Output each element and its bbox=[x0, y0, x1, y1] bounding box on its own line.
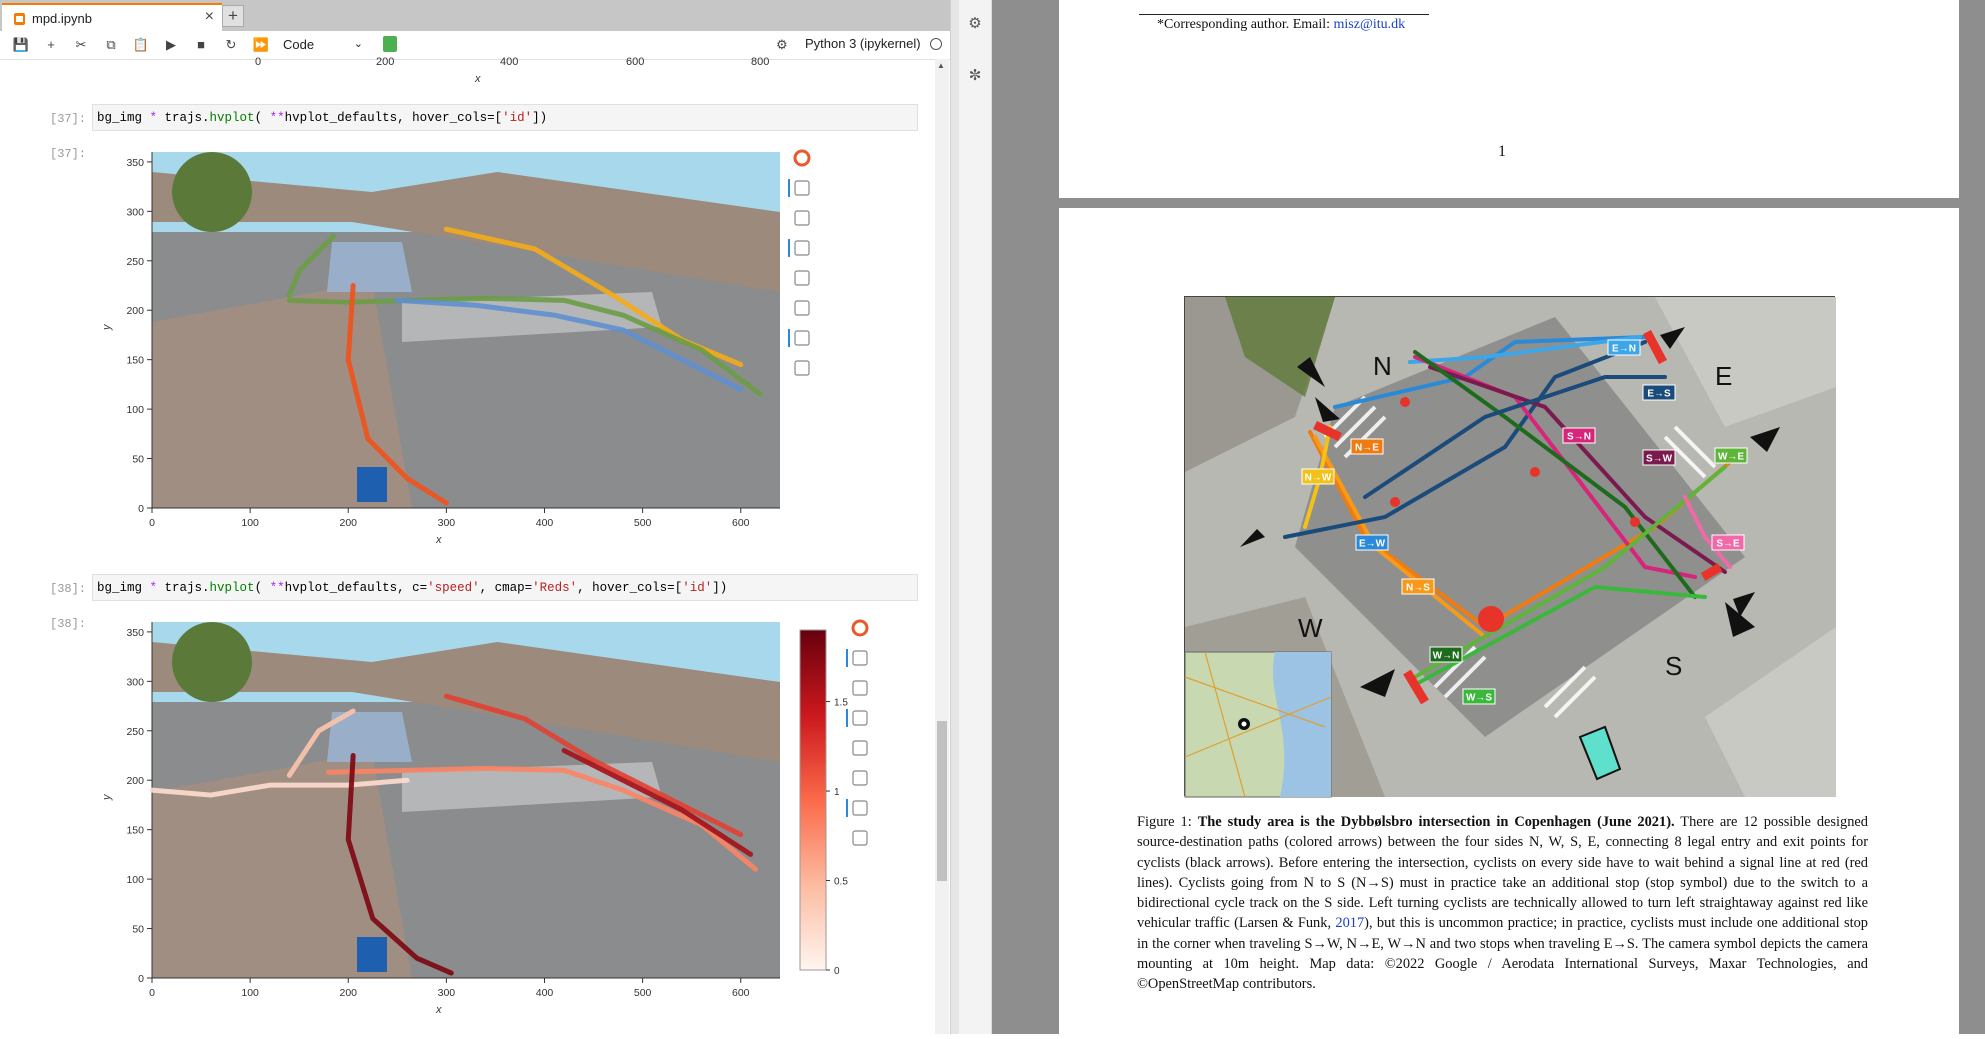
output-prompt: [38]: bbox=[50, 617, 87, 631]
box-zoom-icon bbox=[853, 681, 867, 695]
y-tick-label: 250 bbox=[126, 255, 144, 268]
photo-bike-lane bbox=[327, 242, 412, 292]
top-axis-xlabel: x bbox=[475, 73, 481, 85]
colorbar-tick-label: 0 bbox=[834, 966, 840, 977]
wheel-zoom-icon bbox=[795, 241, 809, 255]
x-tick-label: 400 bbox=[535, 987, 554, 999]
path-label: E→S bbox=[1647, 388, 1671, 400]
code-token: ** bbox=[269, 111, 285, 125]
y-tick-label: 0 bbox=[138, 503, 144, 515]
save-icon bbox=[795, 271, 809, 285]
code-token: 'id' bbox=[682, 581, 713, 595]
x-tick-label: 100 bbox=[241, 987, 259, 999]
x-tick-label: 600 bbox=[731, 517, 750, 529]
path-label: E→W bbox=[1358, 538, 1386, 550]
path-label: S→N bbox=[1567, 431, 1591, 443]
photo-parking-sign bbox=[357, 467, 387, 502]
north-label: N bbox=[1373, 351, 1392, 381]
pan-icon bbox=[795, 181, 809, 195]
top-axis-tick: 200 bbox=[376, 56, 395, 68]
kernel-status-icon bbox=[930, 38, 942, 50]
path-label: N→E bbox=[1355, 442, 1379, 454]
y-tick-label: 100 bbox=[126, 874, 144, 887]
background-photo bbox=[152, 622, 780, 978]
x-tick-label: 0 bbox=[149, 987, 155, 999]
save-icon bbox=[853, 741, 867, 755]
top-axis-tick: 800 bbox=[751, 56, 770, 68]
output-prompt: [37]: bbox=[50, 147, 87, 161]
tab-notebook[interactable] bbox=[2, 3, 222, 31]
y-tick-label: 250 bbox=[126, 725, 144, 738]
x-tick-label: 500 bbox=[633, 517, 652, 529]
y-tick-label: 150 bbox=[126, 824, 144, 837]
panel-splitter[interactable] bbox=[951, 0, 959, 1034]
code-token: ]) bbox=[712, 581, 728, 595]
y-tick-label: 0 bbox=[138, 973, 144, 985]
colorbar bbox=[800, 630, 826, 970]
code-token: hvplot bbox=[209, 581, 255, 595]
save-icon[interactable]: 💾 bbox=[12, 37, 30, 52]
reset-icon bbox=[795, 301, 809, 315]
citation-link[interactable]: 2017 bbox=[1335, 915, 1365, 932]
path-label: W→E bbox=[1717, 451, 1745, 463]
insert-cell-icon[interactable]: + bbox=[47, 37, 55, 52]
code-token: ( bbox=[254, 581, 270, 595]
intersection-figure bbox=[1184, 296, 1835, 796]
notebook-toolbar bbox=[0, 31, 950, 60]
caption-prefix: Figure 1: bbox=[1137, 814, 1198, 830]
settings-icon[interactable]: ⚙ bbox=[968, 15, 982, 32]
path-label: E→N bbox=[1612, 343, 1636, 355]
email-link[interactable]: misz@itu.dk bbox=[1333, 17, 1406, 32]
photo-tree bbox=[172, 152, 252, 232]
variable-inspector-icon[interactable] bbox=[383, 36, 397, 52]
x-tick-label: 400 bbox=[535, 517, 554, 529]
pan-icon bbox=[853, 651, 867, 665]
debugger-icon[interactable]: ✼ bbox=[968, 67, 982, 84]
cell-type-select[interactable] bbox=[283, 35, 363, 54]
footnote bbox=[1157, 17, 1405, 33]
footnote-text: *Corresponding author. Email: bbox=[1157, 17, 1334, 32]
code-token: trajs. bbox=[157, 111, 210, 125]
wheel-zoom-icon bbox=[853, 711, 867, 725]
notebook-icon bbox=[14, 13, 25, 25]
x-tick-label: 600 bbox=[731, 987, 750, 999]
copy-icon[interactable]: ⧉ bbox=[106, 37, 116, 52]
code-token: , cmap= bbox=[479, 581, 533, 595]
hover-icon bbox=[795, 361, 809, 375]
trajectory-plot[interactable] bbox=[90, 144, 810, 564]
hover-icon bbox=[795, 331, 809, 345]
scroll-thumb[interactable] bbox=[937, 721, 947, 881]
input-prompt: [37]: bbox=[50, 112, 87, 126]
code-token: * bbox=[149, 111, 158, 125]
new-tab-button[interactable]: + bbox=[222, 5, 244, 27]
speed-trajectory-chart[interactable] bbox=[90, 614, 848, 1034]
box-zoom-icon bbox=[795, 211, 809, 225]
notebook-scrollbar[interactable] bbox=[935, 59, 949, 1034]
bokeh-logo-icon bbox=[795, 151, 809, 165]
input-prompt: [38]: bbox=[50, 582, 87, 596]
y-axis-title: y bbox=[101, 324, 113, 330]
debugger-icon[interactable]: ⚙ bbox=[776, 37, 788, 52]
side-toolstrip bbox=[959, 0, 992, 1034]
code-token: hvplot_defaults, c= bbox=[284, 581, 428, 595]
code-cell[interactable] bbox=[92, 574, 918, 601]
west-label: W bbox=[1298, 613, 1323, 643]
footnote-rule bbox=[1139, 14, 1429, 15]
code-token: bg_img bbox=[97, 111, 150, 125]
bokeh-logo-icon bbox=[853, 621, 867, 635]
y-tick-label: 200 bbox=[126, 775, 144, 788]
tab-bar bbox=[0, 0, 950, 31]
code-token: 'Reds' bbox=[532, 581, 578, 595]
photo-tree bbox=[172, 622, 252, 702]
code-token: 'id' bbox=[502, 111, 533, 125]
hover-icon bbox=[853, 801, 867, 815]
y-tick-label: 200 bbox=[126, 305, 144, 318]
y-axis-title: y bbox=[101, 794, 113, 800]
path-label: N→W bbox=[1304, 472, 1332, 484]
x-tick-label: 100 bbox=[241, 517, 259, 529]
code-token: hvplot_defaults, hover_cols=[ bbox=[284, 111, 503, 125]
colorbar-tick-label: 0.5 bbox=[834, 876, 848, 888]
y-tick-label: 300 bbox=[126, 676, 144, 689]
path-label: W→N bbox=[1432, 650, 1460, 662]
chevron-down-icon: ⌄ bbox=[353, 38, 363, 50]
code-token: 'speed' bbox=[427, 581, 480, 595]
photo-parking-sign bbox=[357, 937, 387, 972]
colorbar-tick-label: 1 bbox=[834, 787, 840, 799]
caption-body-2: ), but this is uncommon practice; in practice, cyclists must include one additional stop in the corner when traveling S→W, N→E, W→N and two stops when traveling E→S. The camera symbol depicts the camera mounting at 10m height. Map data: ©2022 Google / Aerodata International Surveys, Maxar Technologies, and ©OpenStreetMap contributors. bbox=[1137, 915, 1868, 993]
pdf-viewer[interactable] bbox=[992, 0, 1985, 1034]
restart-icon[interactable]: ↻ bbox=[225, 37, 237, 52]
path-label: S→E bbox=[1716, 538, 1740, 550]
code-token: ]) bbox=[532, 111, 548, 125]
code-token: ( bbox=[254, 111, 270, 125]
path-label: W→S bbox=[1465, 692, 1493, 704]
code-token: * bbox=[149, 581, 158, 595]
caption-body: There are 12 possible designed source-destination paths (colored arrows) between the four sides N, W, S, E, connecting 8 legal entry and exit points for cyclists (black arrows). Before entering the intersection, cyclists on every side have to wait behind a signal line at red (red lines). Cyclists going from N to S (N→S) must in practice take an additional stop (stop symbol) due to the switch to a bidirectional cycle track on the S side. Left turning cyclists are technically allowed to turn left straightaway against red like vehicular traffic (Larsen & Funk, bbox=[1137, 814, 1868, 932]
x-tick-label: 200 bbox=[339, 517, 358, 529]
trajectory-chart[interactable] bbox=[90, 144, 810, 564]
code-token: bg_img bbox=[97, 581, 150, 595]
intersection-map bbox=[1185, 297, 1836, 797]
tab-title: mpd.ipynb bbox=[32, 11, 92, 26]
speed-trajectory-plot[interactable] bbox=[90, 614, 848, 1034]
top-axis-tick: 0 bbox=[255, 56, 262, 68]
run-all-icon[interactable]: ⏩ bbox=[252, 37, 270, 52]
pdf-page-1 bbox=[1059, 0, 1959, 198]
y-tick-label: 300 bbox=[126, 206, 144, 219]
code-token: hvplot bbox=[209, 111, 255, 125]
scroll-up-icon[interactable]: ▲ bbox=[937, 61, 945, 70]
x-tick-label: 0 bbox=[149, 517, 155, 529]
pdf-page-2 bbox=[1059, 208, 1959, 1034]
code-token: , hover_cols=[ bbox=[577, 581, 683, 595]
x-tick-label: 300 bbox=[437, 517, 456, 529]
y-tick-label: 350 bbox=[126, 156, 144, 169]
x-tick-label: 500 bbox=[633, 987, 652, 999]
colorbar-tick-label: 1.5 bbox=[834, 697, 848, 709]
paste-icon[interactable]: 📋 bbox=[132, 37, 150, 52]
y-tick-label: 350 bbox=[126, 626, 144, 639]
top-axis-tick: 400 bbox=[500, 56, 519, 68]
top-axis-tick: 600 bbox=[626, 56, 645, 68]
east-label: E bbox=[1715, 361, 1733, 391]
south-label: S bbox=[1665, 651, 1683, 681]
stop-icon[interactable]: ■ bbox=[197, 37, 205, 52]
y-tick-label: 50 bbox=[132, 923, 144, 936]
x-tick-label: 300 bbox=[437, 987, 456, 999]
page-number: 1 bbox=[1498, 143, 1506, 160]
run-icon[interactable]: ▶ bbox=[166, 37, 176, 52]
reset-icon bbox=[853, 771, 867, 785]
code-cell[interactable] bbox=[92, 104, 918, 131]
notebook-area[interactable] bbox=[0, 56, 935, 1034]
path-label: N→S bbox=[1406, 582, 1430, 594]
figure-caption bbox=[1137, 812, 1868, 995]
tab-close-button[interactable]: × bbox=[204, 8, 214, 25]
code-token: trajs. bbox=[157, 581, 210, 595]
x-axis-title: x bbox=[436, 534, 442, 546]
caption-title: The study area is the Dybbølsbro intersection in Copenhagen (June 2021). bbox=[1197, 814, 1675, 830]
cell-type-value: Code bbox=[283, 37, 315, 52]
x-axis-title: x bbox=[436, 1004, 442, 1016]
y-tick-label: 150 bbox=[126, 354, 144, 367]
x-tick-label: 200 bbox=[339, 987, 358, 999]
cut-icon[interactable]: ✂ bbox=[75, 37, 87, 52]
hover-icon bbox=[853, 831, 867, 845]
y-tick-label: 100 bbox=[126, 404, 144, 417]
code-token: ** bbox=[269, 581, 285, 595]
y-tick-label: 50 bbox=[132, 453, 144, 466]
kernel-name[interactable]: Python 3 (ipykernel) bbox=[805, 36, 921, 51]
path-label: S→W bbox=[1645, 453, 1673, 465]
background-photo bbox=[152, 152, 780, 508]
notebook-panel bbox=[0, 0, 951, 1034]
